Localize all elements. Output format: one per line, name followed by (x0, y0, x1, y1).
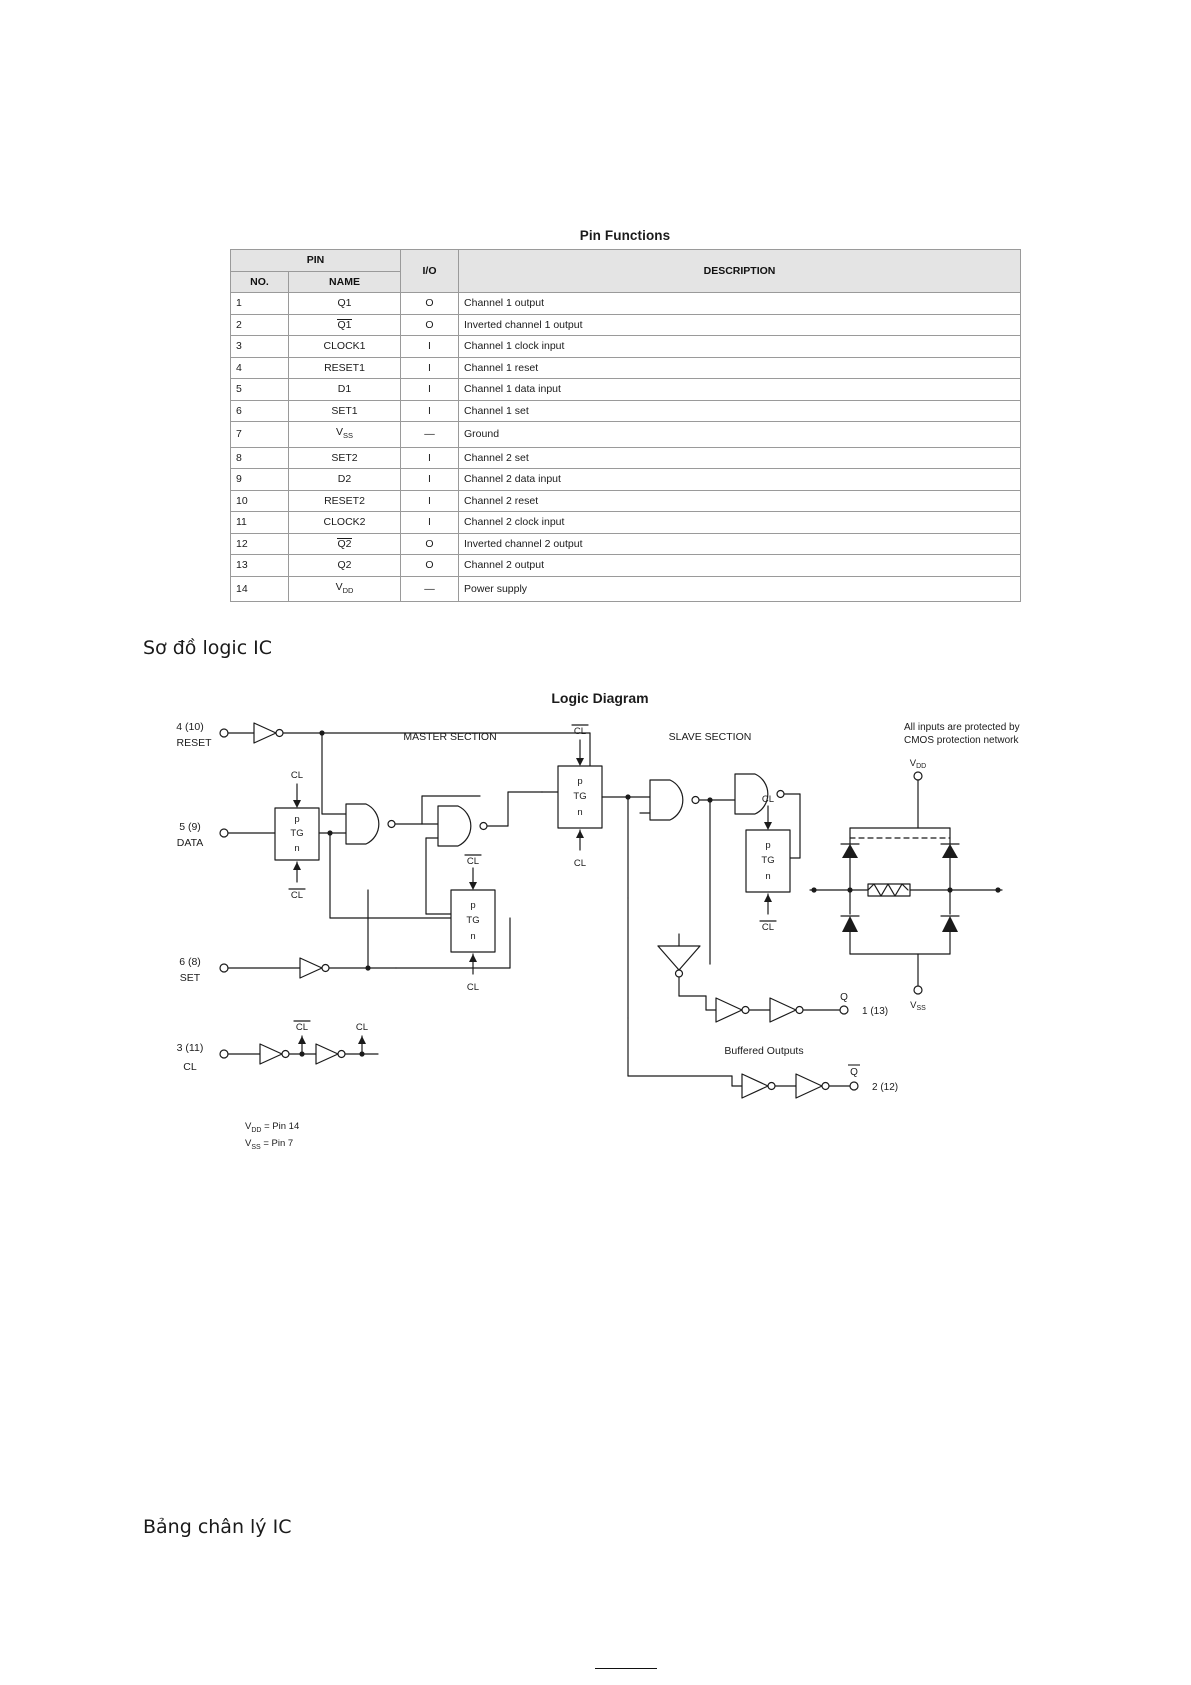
cell-pin-no: 14 (231, 576, 289, 602)
page-divider-rule (595, 1668, 657, 1669)
cell-pin-name (289, 533, 401, 555)
svg-text:CL: CL (466, 856, 480, 867)
cell-description: Channel 2 data input (459, 469, 1021, 491)
cell-io: I (401, 490, 459, 512)
label-output-qbar: Q (850, 1067, 858, 1078)
table-row (231, 400, 1021, 422)
svg-text:n: n (470, 931, 476, 942)
label-slave-section: SLAVE SECTION (668, 731, 752, 743)
cell-pin-no: 6 (231, 400, 289, 422)
signal-name-subscript: DD (342, 585, 354, 595)
table-row (231, 314, 1021, 336)
cell-pin-name (289, 314, 401, 336)
label-vdd-protection: $V_{DD}$ (909, 758, 927, 770)
table-row (231, 336, 1021, 358)
label-set-pin: 6 (8) (179, 956, 201, 968)
svg-text:p: p (765, 840, 771, 851)
cell-description: Channel 2 set (459, 447, 1021, 469)
cell-description: Channel 1 clock input (459, 336, 1021, 358)
label-vss-protection: $V_{SS}$ (910, 1000, 926, 1012)
table-row (231, 447, 1021, 469)
svg-text:n: n (765, 871, 771, 882)
header-pin-group: PIN (231, 250, 401, 272)
cell-description: Channel 2 clock input (459, 512, 1021, 534)
cell-io: — (401, 422, 459, 448)
svg-text:CL: CL (290, 890, 304, 901)
cell-pin-no: 13 (231, 555, 289, 577)
cell-pin-no: 7 (231, 422, 289, 448)
label-protection-note-line2: CMOS protection network (904, 735, 1019, 746)
cell-pin-name (289, 576, 401, 602)
cell-description: Power supply (459, 576, 1021, 602)
signal-name-subscript: SS (343, 431, 354, 441)
header-description: DESCRIPTION (459, 250, 1021, 293)
svg-text:CL: CL (355, 1022, 369, 1033)
cell-description: Channel 1 output (459, 293, 1021, 315)
table-header-row-1 (231, 250, 1021, 272)
overlined-signal-name: Q1 (337, 318, 352, 331)
cell-pin-no: 1 (231, 293, 289, 315)
label-set-name: SET (179, 972, 201, 984)
svg-text:CL: CL (290, 770, 304, 781)
svg-text:CL: CL (761, 794, 775, 805)
cell-pin-no: 5 (231, 379, 289, 401)
cell-pin-name: CLOCK2 (289, 512, 401, 534)
caption-truth-table: Bảng chân lý IC (143, 1516, 292, 1538)
cell-pin-name: Q2 (289, 555, 401, 577)
label-reset-pin: 4 (10) (176, 721, 204, 733)
cell-pin-name: RESET2 (289, 490, 401, 512)
cell-io: O (401, 533, 459, 555)
table-row (231, 469, 1021, 491)
cell-io: O (401, 314, 459, 336)
svg-text:TG: TG (761, 855, 775, 866)
label-reset-name: RESET (176, 737, 212, 749)
label-master-section: MASTER SECTION (403, 731, 497, 743)
svg-text:TG: TG (573, 791, 587, 802)
cell-pin-name: RESET1 (289, 357, 401, 379)
cell-pin-name: Q1 (289, 293, 401, 315)
label-data-name: DATA (176, 837, 204, 849)
label-output-q-pin: 1 (13) (862, 1006, 889, 1017)
cell-description: Inverted channel 1 output (459, 314, 1021, 336)
svg-text:CL: CL (573, 858, 587, 869)
cell-pin-name: CLOCK1 (289, 336, 401, 358)
cell-description: Channel 2 output (459, 555, 1021, 577)
cell-io: I (401, 400, 459, 422)
cell-pin-name (289, 422, 401, 448)
label-buffered-outputs: Buffered Outputs (724, 1045, 804, 1057)
svg-text:CL: CL (761, 922, 775, 933)
svg-text:TG: TG (466, 915, 480, 926)
cell-pin-name: D2 (289, 469, 401, 491)
cell-pin-name: SET1 (289, 400, 401, 422)
cell-description: Channel 2 reset (459, 490, 1021, 512)
logic-diagram-figure (150, 718, 1050, 1138)
cell-io: I (401, 357, 459, 379)
cell-pin-no: 10 (231, 490, 289, 512)
cell-description: Channel 1 set (459, 400, 1021, 422)
cell-description: Inverted channel 2 output (459, 533, 1021, 555)
svg-text:p: p (470, 900, 476, 911)
table-row (231, 293, 1021, 315)
signal-name-base: V (335, 580, 343, 593)
label-protection-note-line1: All inputs are protected by (904, 722, 1020, 733)
cell-pin-no: 9 (231, 469, 289, 491)
cell-io: O (401, 555, 459, 577)
table-row (231, 357, 1021, 379)
cell-description: Channel 1 data input (459, 379, 1021, 401)
table-row (231, 379, 1021, 401)
table-row (231, 533, 1021, 555)
cell-io: I (401, 336, 459, 358)
table-row (231, 490, 1021, 512)
label-cl-pin: 3 (11) (176, 1042, 204, 1054)
cell-pin-no: 11 (231, 512, 289, 534)
cell-io: I (401, 379, 459, 401)
svg-text:n: n (294, 843, 300, 854)
table-row (231, 422, 1021, 448)
logic-diagram-title: Logic Diagram (551, 690, 649, 706)
cell-pin-no: 3 (231, 336, 289, 358)
pin-functions-section (230, 228, 1020, 602)
cell-io: O (401, 293, 459, 315)
cell-io: — (401, 576, 459, 602)
cell-io: I (401, 447, 459, 469)
overlined-signal-name: Q2 (337, 537, 352, 550)
logic-diagram-footnote (245, 1120, 299, 1154)
table-row (231, 512, 1021, 534)
label-output-qbar-pin: 2 (12) (872, 1082, 899, 1093)
svg-text:CL: CL (573, 726, 587, 737)
pin-functions-table (230, 249, 1021, 602)
table-row (231, 576, 1021, 602)
pin-functions-title: Pin Functions (579, 228, 671, 243)
header-no: NO. (231, 271, 289, 293)
caption-logic-diagram: Sơ đồ logic IC (143, 637, 273, 659)
svg-text:TG: TG (290, 828, 304, 839)
footnote-vss: $V_{SS}$ = Pin 7 (245, 1137, 294, 1151)
svg-text:p: p (294, 814, 300, 825)
header-io: I/O (401, 250, 459, 293)
svg-text:n: n (577, 807, 583, 818)
cell-pin-no: 12 (231, 533, 289, 555)
svg-text:CL: CL (466, 982, 480, 993)
header-name: NAME (289, 271, 401, 293)
cell-description: Ground (459, 422, 1021, 448)
cell-pin-name: SET2 (289, 447, 401, 469)
cell-pin-no: 2 (231, 314, 289, 336)
cell-description: Channel 1 reset (459, 357, 1021, 379)
table-row (231, 555, 1021, 577)
logic-diagram-section (150, 690, 1050, 1160)
label-output-q: Q (840, 992, 848, 1003)
cell-io: I (401, 469, 459, 491)
footnote-vdd: $V_{DD}$ = Pin 14 (245, 1121, 300, 1134)
cell-pin-no: 8 (231, 447, 289, 469)
cell-io: I (401, 512, 459, 534)
pin-functions-body (231, 293, 1021, 602)
cell-pin-no: 4 (231, 357, 289, 379)
signal-name-base: V (335, 426, 343, 438)
svg-text:CL: CL (295, 1022, 309, 1033)
label-cl-name: CL (183, 1061, 197, 1073)
cell-pin-name: D1 (289, 379, 401, 401)
svg-text:p: p (577, 776, 583, 787)
label-data-pin: 5 (9) (179, 821, 201, 833)
